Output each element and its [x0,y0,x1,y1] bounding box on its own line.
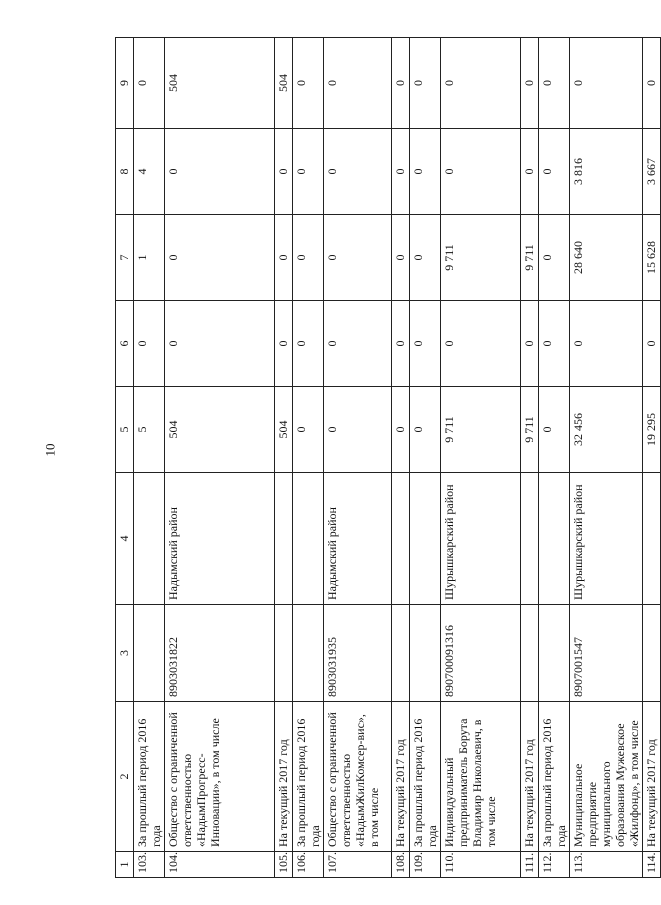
row-number-cell: 111. [521,852,539,878]
value-cell-8: 0 [539,129,570,215]
row-number-cell: 104. [165,852,275,878]
value-cell-7: 0 [324,215,392,301]
table-row [324,38,392,878]
value-cell-5: 504 [275,387,293,473]
value-cell-5: 5 [134,387,165,473]
value-cell-9: 0 [134,38,165,129]
value-cell-7: 0 [293,215,324,301]
value-cell-6: 0 [324,301,392,387]
value-cell-8: 0 [392,129,410,215]
value-cell-9: 0 [410,38,441,129]
value-cell-9: 0 [324,38,392,129]
value-cell-6: 0 [570,301,643,387]
value-cell-9: 0 [521,38,539,129]
row-number-cell: 106. [293,852,324,878]
value-cell-5: 32 456 [570,387,643,473]
value-cell-7: 28 640 [570,215,643,301]
value-cell-8: 0 [165,129,275,215]
district-cell [521,473,539,605]
value-cell-6: 0 [521,301,539,387]
district-cell: Надымский район [324,473,392,605]
row-number-cell: 103. [134,852,165,878]
value-cell-6: 0 [410,301,441,387]
table-row [165,38,275,878]
district-cell [134,473,165,605]
inn-cell [134,605,165,702]
value-cell-9: 0 [392,38,410,129]
value-cell-7: 0 [410,215,441,301]
value-cell-8: 4 [134,129,165,215]
header-cell: 5 [116,387,134,473]
value-cell-5: 9 711 [441,387,521,473]
value-cell-8: 0 [293,129,324,215]
value-cell-5: 0 [410,387,441,473]
row-number-cell: 108. [392,852,410,878]
name-cell: Индивидуальный предприниматель Борута Владимир Николаевич, в том числе [441,702,521,852]
value-cell-9: 0 [570,38,643,129]
page-number: 10 [42,443,58,457]
value-cell-9: 504 [275,38,293,129]
header-cell: 1 [116,852,134,878]
inn-cell [643,605,661,702]
value-cell-8: 0 [324,129,392,215]
header-cell: 4 [116,473,134,605]
name-cell: На текущий 2017 год [521,702,539,852]
value-cell-5: 0 [539,387,570,473]
value-cell-6: 0 [643,301,661,387]
inn-cell: 890700091316 [441,605,521,702]
value-cell-6: 0 [441,301,521,387]
name-cell: Муниципальное предприятие муниципального образования Мужевское «Жилфонд», в том числе [570,702,643,852]
value-cell-6: 0 [134,301,165,387]
inn-cell [293,605,324,702]
inn-cell [275,605,293,702]
name-cell: На текущий 2017 год [392,702,410,852]
header-row [116,38,134,878]
district-cell [410,473,441,605]
value-cell-8: 0 [275,129,293,215]
value-cell-6: 0 [392,301,410,387]
value-cell-7: 0 [275,215,293,301]
name-cell: Общество с ограниченной ответственностью «НадымЖилКомсер-вис», в том числе [324,702,392,852]
header-cell: 6 [116,301,134,387]
value-cell-7: 1 [134,215,165,301]
header-cell: 9 [116,38,134,129]
value-cell-8: 0 [441,129,521,215]
row-number-cell: 105. [275,852,293,878]
inn-cell [521,605,539,702]
name-cell: За прошлый период 2016 года [293,702,324,852]
value-cell-5: 0 [324,387,392,473]
value-cell-5: 0 [293,387,324,473]
inn-cell: 8903031935 [324,605,392,702]
table-row [643,38,661,878]
row-number-cell: 114. [643,852,661,878]
value-cell-7: 0 [539,215,570,301]
value-cell-9: 0 [293,38,324,129]
table-row [134,38,165,878]
name-cell: За прошлый период 2016 года [134,702,165,852]
district-cell [643,473,661,605]
value-cell-9: 504 [165,38,275,129]
value-cell-5: 19 295 [643,387,661,473]
name-cell: Общество с ограниченной ответственностью «НадымПрогресс-Инновации», в том числе [165,702,275,852]
value-cell-6: 0 [539,301,570,387]
value-cell-5: 9 711 [521,387,539,473]
row-number-cell: 112. [539,852,570,878]
inn-cell: 8903031822 [165,605,275,702]
value-cell-6: 0 [293,301,324,387]
value-cell-8: 3 667 [643,129,661,215]
district-cell [539,473,570,605]
row-number-cell: 107. [324,852,392,878]
district-cell: Шурышкарский район [441,473,521,605]
value-cell-5: 504 [165,387,275,473]
value-cell-9: 0 [539,38,570,129]
name-cell: На текущий 2017 год [275,702,293,852]
district-cell [275,473,293,605]
value-cell-7: 15 628 [643,215,661,301]
name-cell: За прошлый период 2016 года [539,702,570,852]
name-cell: За прошлый период 2016 года [410,702,441,852]
value-cell-6: 0 [275,301,293,387]
rotated-table-container [115,38,658,878]
table-row [410,38,441,878]
row-number-cell: 113. [570,852,643,878]
value-cell-5: 0 [392,387,410,473]
value-cell-7: 9 711 [521,215,539,301]
inn-cell [539,605,570,702]
table-row [441,38,521,878]
value-cell-8: 0 [521,129,539,215]
header-cell: 7 [116,215,134,301]
header-cell: 8 [116,129,134,215]
table-row [275,38,293,878]
value-cell-7: 0 [392,215,410,301]
table-row [392,38,410,878]
header-cell: 3 [116,605,134,702]
table-row [539,38,570,878]
value-cell-8: 3 816 [570,129,643,215]
value-cell-9: 0 [441,38,521,129]
name-cell: На текущий 2017 год [643,702,661,852]
district-cell: Надымский район [165,473,275,605]
district-cell: Шурышкарский район [570,473,643,605]
value-cell-8: 0 [410,129,441,215]
inn-cell: 8907001547 [570,605,643,702]
inn-cell [410,605,441,702]
table-row [570,38,643,878]
district-cell [392,473,410,605]
table-row [293,38,324,878]
data-table [115,37,661,878]
inn-cell [392,605,410,702]
row-number-cell: 109. [410,852,441,878]
district-cell [293,473,324,605]
value-cell-7: 9 711 [441,215,521,301]
header-cell: 2 [116,702,134,852]
value-cell-6: 0 [165,301,275,387]
table-row [521,38,539,878]
row-number-cell: 110. [441,852,521,878]
value-cell-9: 0 [643,38,661,129]
value-cell-7: 0 [165,215,275,301]
